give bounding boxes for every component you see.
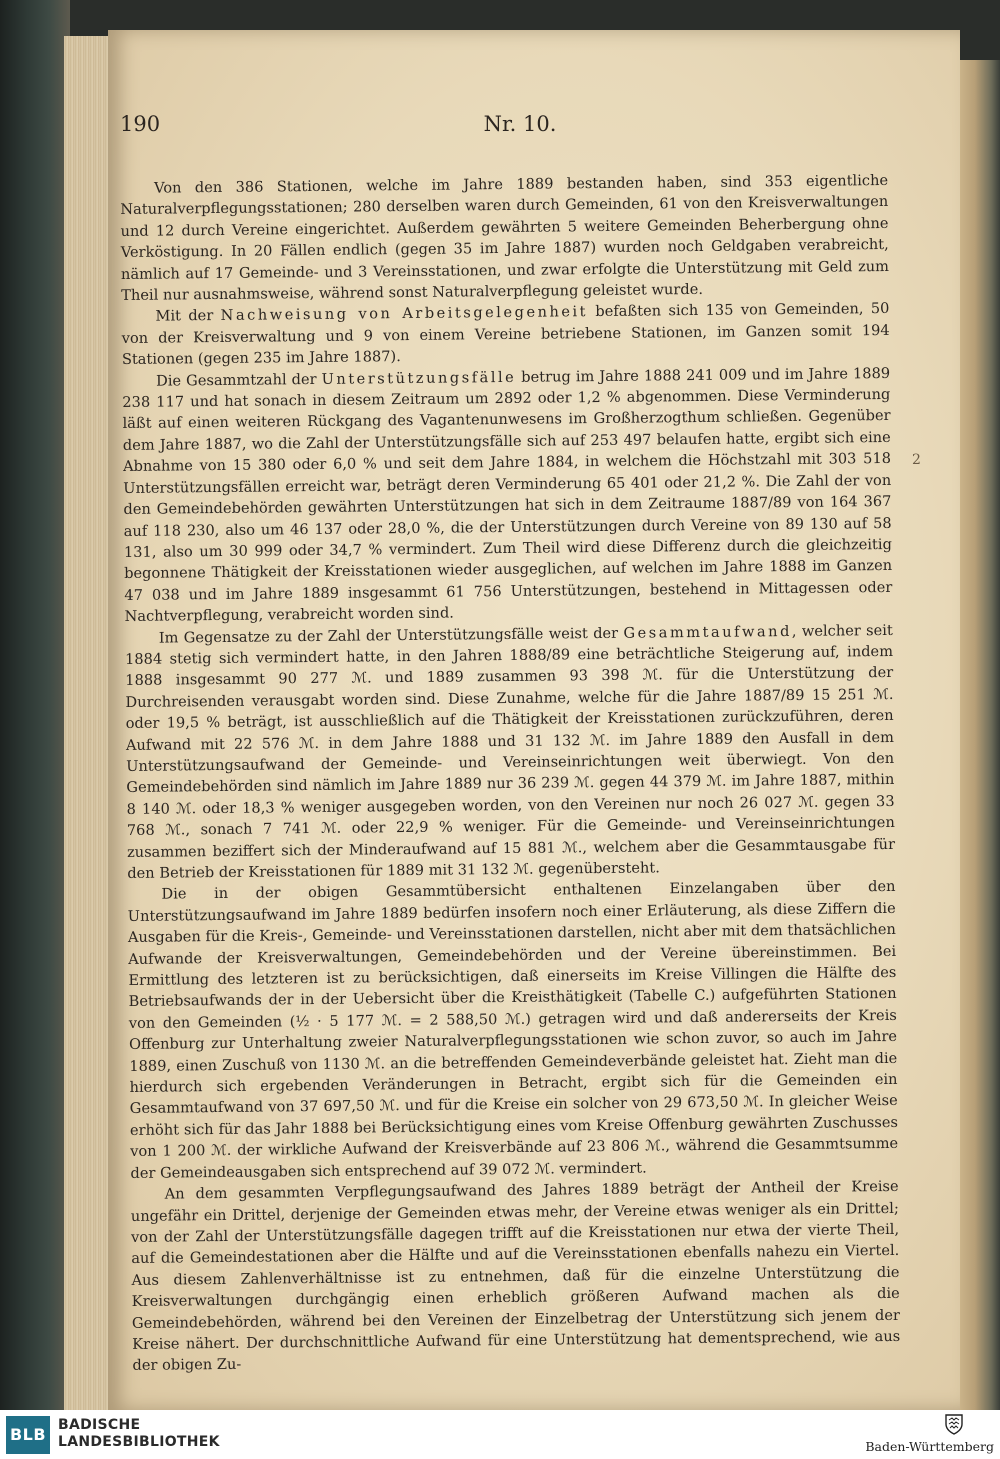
paragraph-total-expenditure: Im Gegensatze zu der Zahl der Unterstützungsfälle weist der Gesammtaufwand, welcher seit 1884 stetig sich vermindert hatte, in den Jahren 1888/89 eine beträchtliche Steigerung auf, indem 1888 insgesammt 90 277 ℳ. und 1889 zusammen 93 398 ℳ. für die Unterstützung der Durchreisenden verausgabt worden sind. Diese Zunahme, welche für die Jahre 1887/89 15 251 ℳ. oder 19,5 % beträgt, ist ausschließlich auf die Thätigkeit der Kreisstationen zurückzuführen, deren Aufwand mit 22 576 ℳ. in dem Jahre 1888 und 31 132 ℳ. im Jahre 1889 den Ausfall in dem Unterstützungsaufwand der Gemeinde- und Vereinseinrichtungen weit überwiegt. Von den Gemeindebehörden sind nämlich im Jahre 1889 nur 36 239 ℳ. gegen 44 379 ℳ. im Jahre 1887, mithin 8 140 ℳ. oder 18,3 % weniger ausgegeben worden, von den Vereinen nur noch 26 027 ℳ. gegen 33 768 ℳ., sonach 7 741 ℳ. oder 22,9 % weniger. Für die Gemeinde- und Vereinseinrichtungen zusammen beziffert sich der Minderaufwand auf 15 881 ℳ., welchem aber die Gesammtausgabe für den Betrieb der Kreisstationen für 1889 mit 31 132 ℳ. gegenübersteht. (124, 621, 896, 882)
issue-number: Nr. 10. (483, 112, 557, 136)
library-name: BADISCHE LANDESBIBLIOTHEK (58, 1417, 220, 1450)
page-number: 190 (120, 112, 161, 136)
paragraph-explanation: Die in der obigen Gesammtübersicht enthaltenen Einzelangaben über den Unterstützungsaufwand im Jahre 1889 bedürfen insofern noch einer Erläuterung, als diese Ziffern die Ausgaben für die Kreis-, Gemeinde- und Vereinsstationen darstellen, nicht aber mit dem thatsächlichen Aufwande der Kreisverwaltungen, Gemeindebehörden und der Vereine übereinstimmen. Bei Ermittlung des letzteren ist zu berücksichtigen, daß einerseits im Kreise Villingen die Hälfte des Betriebsaufwands der in der Uebersicht über die Kreisthätigkeit (Tabelle C.) aufgeführten Stationen von den Gemeinden (½ · 5 177 ℳ. = 2 588,50 ℳ.) getragen wird und daß andererseits der Kreis Offenburg zur Unterhaltung zweier Naturalverpflegungsstationen wie schon zuvor, so auch im Jahre 1889, einen Zuschuß von 1130 ℳ. an die betreffenden Gemeindeverbände geleistet hat. Zieht man die hierdurch sich ergebenden Veränderungen in Betracht, ergibt sich für die Gemeinden ein Gesammtaufwand von 37 697,50 ℳ. und für die Kreise ein solcher von 29 673,50 ℳ. In gleicher Weise erhöht sich für das Jahr 1888 bei Berücksichtigung eines vom Kreise Offenburg gewährten Zuschusses von 1 200 ℳ. der wirkliche Aufwand der Kreisverbände auf 23 806 ℳ., während die Gesammtsumme der Gemeindeausgaben sich entsprechend auf 39 072 ℳ. vermindert. (127, 878, 899, 1182)
book-cover-right (958, 60, 1000, 1410)
book-cover-left (0, 0, 70, 1410)
margin-mark: 2 (912, 452, 921, 468)
emphasis-text: Unterstützungsfälle (321, 368, 517, 388)
footer-bar (0, 1410, 1000, 1459)
paragraph-share: An dem gesammten Verpflegungsaufwand des Jahres 1889 beträgt der Antheil der Kreise ungefähr ein Drittel, derjenige der Gemeinden etwas mehr, der Vereine etwas weniger als ein Drittel; von der Zahl der Unterstützungsfälle dagegen trifft auf die Kreisstationen nur etwa der vierte Theil, auf die Gemeindestationen aber die Hälfte und auf die Vereinsstationen ebenfalls nahezu ein Viertel. Aus diesem Zahlenverhältnisse ist zu entnehmen, daß für die einzelne Unterstützung die Kreisverwaltungen durchgängig einen erheblich größeren Aufwand machen als die Gemeindebehörden, während bei den Vereinen der Einzelbetrag der Unterstützung sich jenem der Kreise nähert. Der durchschnittliche Aufwand für eine Unterstützung hat dementsprechend, wie aus der obigen Zu- (130, 1177, 901, 1375)
paragraph-support-cases: Die Gesammtzahl der Unterstützungsfälle betrug im Jahre 1888 241 009 und im Jahre 1889 238 117 und hat sonach in diesem Zeitraum um 2892 oder 1,2 % abgenommen. Diese Verminderung läßt auf einen weiteren Rückgang des Vagantenunwesens im Großherzogthum schließen. Gegenüber dem Jahre 1887, wo die Zahl der Unterstützungsfälle sich auf 253 497 belaufen hatte, ergibt sich eine Abnahme von 15 380 oder 6,0 % und seit dem Jahre 1884, in welchem die Höchstzahl mit 303 518 Unterstützungsfällen erreicht war, beträgt deren Verminderung 65 401 oder 21,2 %. Die Zahl der von den Gemeindebehörden gewährten Unterstützungen hat sich in dem Zeitraume 1887/89 von 164 367 auf 118 230, also um 46 137 oder 28,0 %, die der Unterstützungen durch Vereine von 89 130 auf 58 131, also um 30 999 oder 34,7 % vermindert. Zum Theil wird diese Differenz durch die gleichzeitig begonnene Thätigkeit der Kreisstationen wieder ausgeglichen, auf welchen im Jahre 1888 im Ganzen 47 038 und im Jahre 1889 insgesammt 61 756 Unterstützungen, bestehend in Mittagessen oder Nachtverpflegung, verabreicht worden sind. (122, 364, 893, 626)
blb-logo[interactable]: BLB (6, 1416, 50, 1454)
state-label: Baden-Württemberg (865, 1439, 994, 1454)
coat-of-arms-icon (944, 1413, 964, 1435)
emphasis-text: Gesammtaufwand (623, 622, 792, 642)
page-header (120, 112, 880, 146)
body-text (120, 170, 901, 1377)
paragraph-stations: Von den 386 Stationen, welche im Jahre 1889 bestanden haben, sind 353 eigentliche Naturalverpflegungsstationen; 280 derselben waren durch Gemeinden, 61 von den Kreisverwaltungen und 12 durch Vereine eingerichtet. Außerdem gewährten 5 weitere Gemeinden Beherbergung ohne Verköstigung. In 20 Fällen endlich (gegen 35 im Jahre 1887) wurden noch Geldgaben verabreicht, nämlich auf 17 Gemeinde- und 3 Vereinsstationen, und zwar erfolgte die Unterstützung mit Geld zum Theil nur ausnahmsweise, während sonst Naturalverpflegung geleistet wurde. (120, 171, 890, 305)
paragraph-work-placement: Mit der Nachweisung von Arbeitsgelegenheit befaßten sich 135 von Gemeinden, 50 von der Kreisverwaltung und 9 von einem Vereine betriebene Stationen, im Ganzen somit 194 Stationen (gegen 235 im Jahre 1887). (121, 300, 890, 369)
emphasis-text: Nachweisung von Arbeitsgelegenheit (220, 303, 589, 325)
